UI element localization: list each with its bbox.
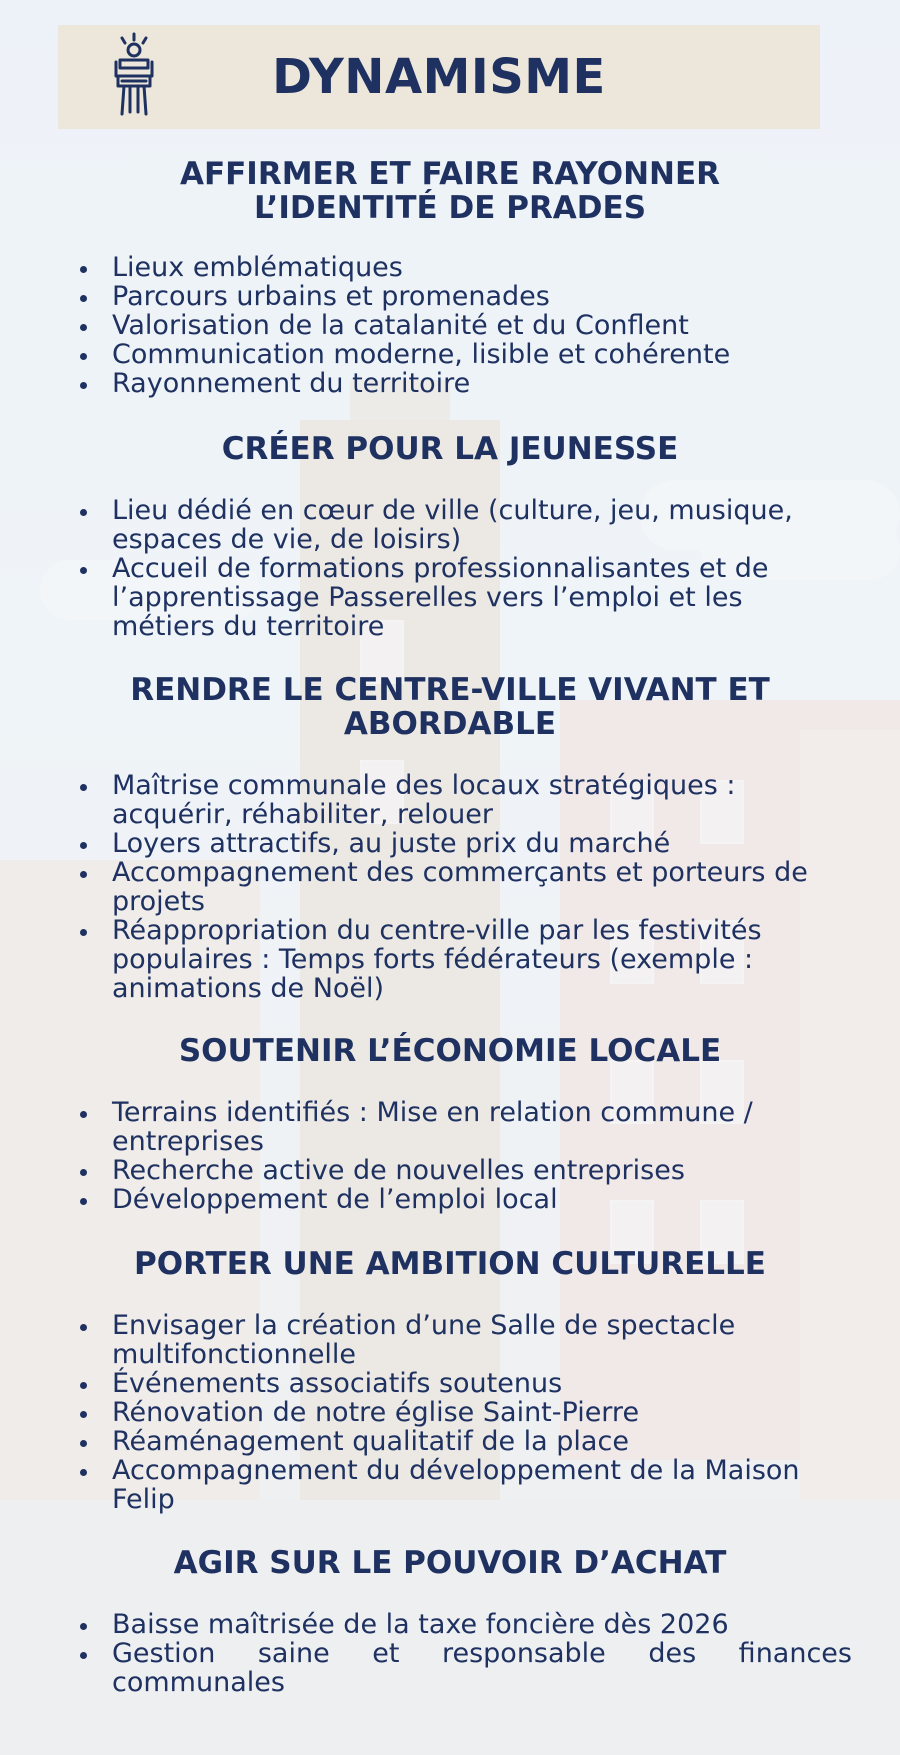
item-list xyxy=(0,1098,852,1214)
list-item: Réaménagement qualitatif de la place xyxy=(112,1427,852,1456)
list-item: Gestion saine et responsable des finances communales xyxy=(112,1638,852,1698)
list-item: Envisager la création d’une Salle de spectacle multifonctionnelle xyxy=(112,1311,852,1369)
section-title: CRÉER POUR LA JEUNESSE xyxy=(221,431,679,467)
list-item: Accompagnement du développement de la Maison Felip xyxy=(112,1456,852,1514)
list-item: Lieux emblématiques xyxy=(112,253,852,282)
page-title: DYNAMISME xyxy=(272,49,606,105)
section-pouvoir-achat xyxy=(0,1546,900,1697)
section-title: PORTER UNE AMBITION CULTURELLE xyxy=(134,1246,766,1282)
section-economie xyxy=(0,1034,900,1214)
list-item: Développement de l’emploi local xyxy=(112,1185,852,1214)
section-title: AFFIRMER ET FAIRE RAYONNER L’IDENTITÉ DE PRADES xyxy=(179,156,721,226)
section-culture xyxy=(0,1247,900,1514)
list-item: Rayonnement du territoire xyxy=(112,369,852,398)
list-item: Accompagnement des commerçants et porteurs de projets xyxy=(112,858,852,916)
item-list xyxy=(0,1610,852,1697)
list-item: Maîtrise communale des locaux stratégiques : acquérir, réhabiliter, relouer xyxy=(112,771,852,829)
list-item: Loyers attractifs, au juste prix du marché xyxy=(112,829,852,858)
section-title: AGIR SUR LE POUVOIR D’ACHAT xyxy=(173,1545,727,1581)
item-list xyxy=(0,253,852,398)
list-item: Accueil de formations professionnalisantes et de l’apprentissage Passerelles vers l’emploi et les métiers du territoire xyxy=(112,554,852,641)
list-item: Baisse maîtrisée de la taxe foncière dès 2026 xyxy=(112,1610,852,1639)
list-item: Événements associatifs soutenus xyxy=(112,1369,852,1398)
list-item: Lieu dédié en cœur de ville (culture, jeu, musique, espaces de vie, de loisirs) xyxy=(112,496,852,554)
section-jeunesse xyxy=(0,432,900,641)
list-item: Recherche active de nouvelles entreprises xyxy=(112,1156,852,1185)
item-list xyxy=(0,496,852,641)
item-list xyxy=(0,1311,852,1514)
list-item: Communication moderne, lisible et cohérente xyxy=(112,340,852,369)
item-list xyxy=(0,771,852,1003)
list-item: Rénovation de notre église Saint-Pierre xyxy=(112,1398,852,1427)
section-title: RENDRE LE CENTRE-VILLE VIVANT ET ABORDABLE xyxy=(130,672,770,742)
section-centre-ville xyxy=(0,673,900,1003)
list-item: Valorisation de la catalanité et du Conflent xyxy=(112,311,852,340)
section-title: SOUTENIR L’ÉCONOMIE LOCALE xyxy=(178,1033,722,1069)
list-item: Terrains identifiés : Mise en relation commune / entreprises xyxy=(112,1098,852,1156)
section-identite xyxy=(0,157,900,398)
list-item: Parcours urbains et promenades xyxy=(112,282,852,311)
list-item: Réappropriation du centre-ville par les festivités populaires : Temps forts fédérateurs (exemple : animations de Noël) xyxy=(112,916,852,1003)
